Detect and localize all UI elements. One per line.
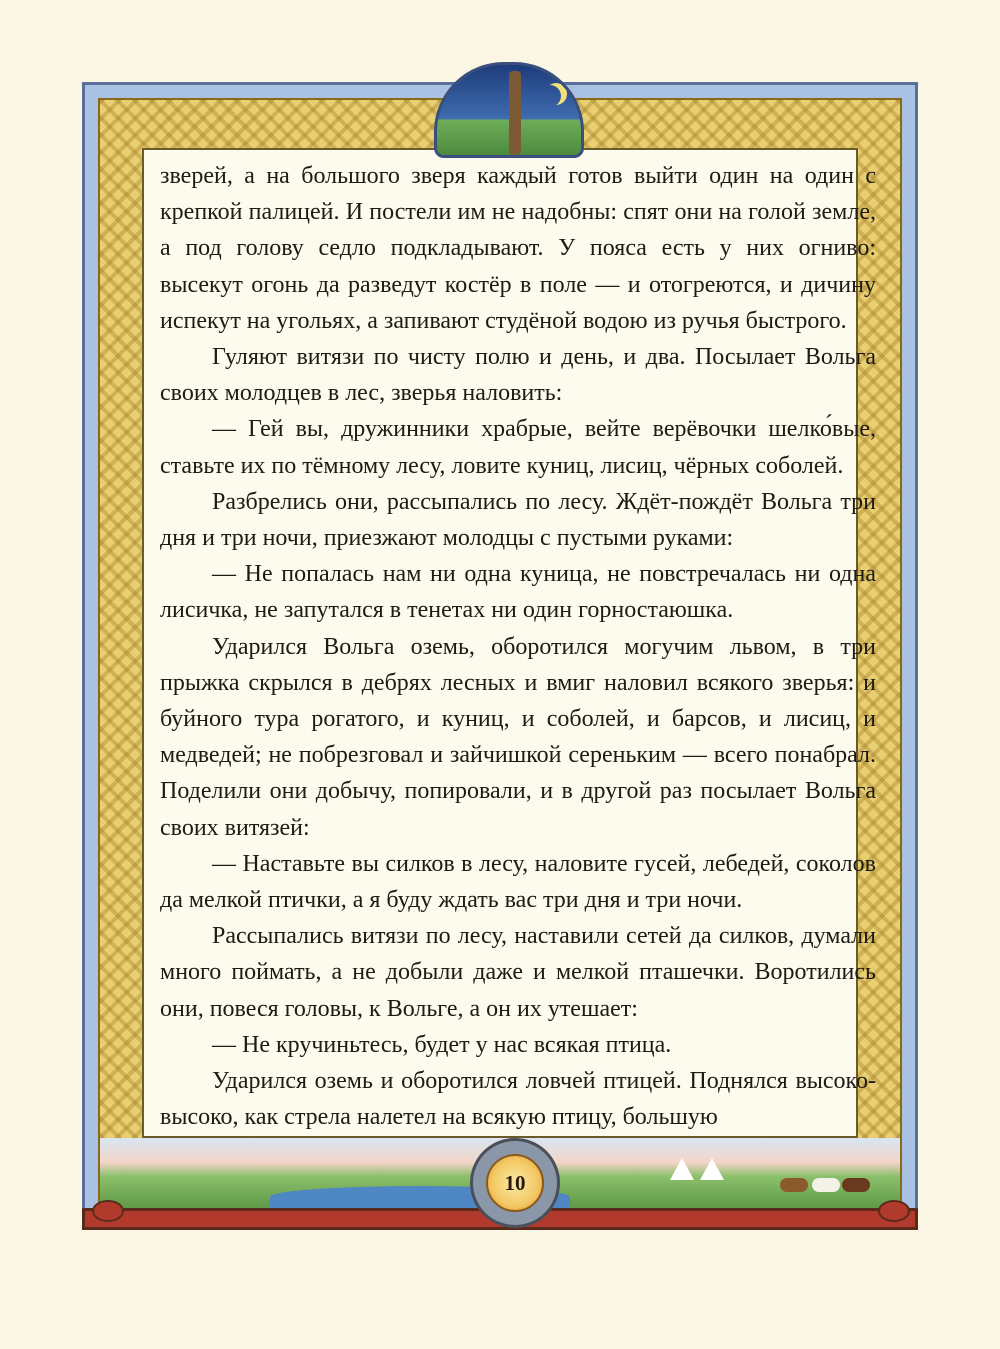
paragraph: — Не попалась нам ни одна куница, не повстречалась ни одна лисичка, не запутался в тенетах ни один горностаюшка.	[160, 561, 876, 624]
paragraph: Разбрелись они, рассыпались по лесу. Ждёт-пождёт Вольга три дня и три ночи, приезжают молодцы с пустыми руками:	[160, 488, 876, 552]
tent-icon	[700, 1158, 724, 1180]
gem-icon	[878, 1200, 910, 1222]
tree-icon	[509, 71, 521, 155]
paragraph: Ударился оземь и оборотился ловчей птицей. Поднялся высоко-высоко, как стрела налетел на всякую птицу, большую	[160, 1068, 876, 1131]
paragraph: Ударился Вольга оземь, оборотился могучим львом, в три прыжка скрылся в дебрях лесных и вмиг наловил всякого зверья: и буйного тура рогатого, и куниц, и соболей, и барсов, и лисиц, и медведей; не побрезговал и зайчишкой сереньким — всего понабрал. Поделили они добычу, попировали, и в другой раз посылает Вольга своих витязей:	[160, 633, 876, 841]
crescent-moon-icon	[539, 85, 561, 107]
sun-icon	[486, 1154, 544, 1212]
paragraph: зверей, а на большого зверя каждый готов выйти один на один с крепкой палицей. И постели им не надобны: спят они на голой земле, а под голову седло подкладывают. У пояса есть у них огниво: высекут огонь да разведут костёр в поле — и отогреются, и дичину испекут на угольях, а запивают студёной водою из ручья быстрого.	[160, 163, 876, 334]
horse-icon	[780, 1178, 808, 1192]
story-text	[160, 158, 876, 1135]
paragraph: — Не кручиньтесь, будет у нас всякая птица.	[212, 1031, 672, 1058]
paragraph: Гуляют витязи по чисту полю и день, и два. Посылает Вольга своих молодцев в лес, зверья наловить:	[160, 344, 876, 407]
page-number: 10	[504, 1170, 526, 1195]
page-number-badge	[470, 1138, 560, 1228]
paragraph: — Наставьте вы силков в лесу, наловите гусей, лебедей, соколов да мелкой птички, а я буду ждать вас три дня и три ночи.	[160, 850, 876, 914]
tent-icon	[670, 1158, 694, 1180]
night-forest-vignette	[434, 62, 584, 158]
gem-icon	[92, 1200, 124, 1222]
paragraph: — Гей вы, дружинники храбрые, вейте верёвочки шелко́вые, ставьте их по тёмному лесу, ловите куниц, лисиц, чёрных соболей.	[160, 416, 876, 479]
paragraph: Рассыпались витязи по лесу, наставили сетей да силков, думали много поймать, а не добыли даже и мелкой пташечки. Воротились они, повеся головы, к Вольге, а он их утешает:	[160, 923, 876, 1022]
horse-icon	[812, 1178, 840, 1192]
horse-icon	[842, 1178, 870, 1192]
